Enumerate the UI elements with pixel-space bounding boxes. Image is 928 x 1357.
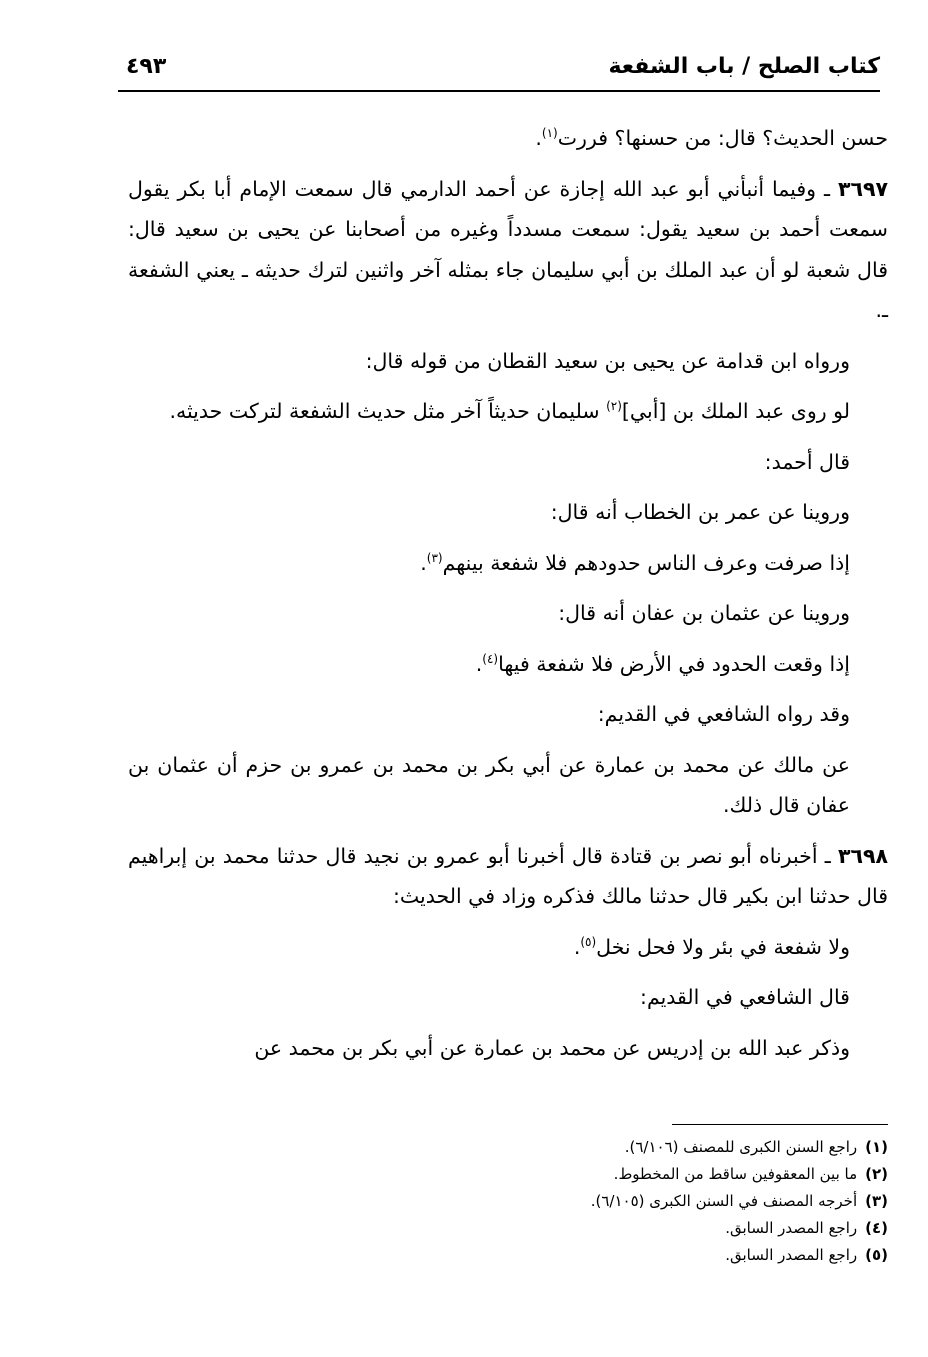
- body-text: [128, 118, 888, 1078]
- paragraph-text: عن مالك عن محمد بن عمارة عن أبي بكر بن محمد بن عمرو بن حزم أن عثمان بن عفان قال ذلك.: [128, 752, 850, 817]
- page-header: [118, 50, 880, 92]
- paragraph: [128, 745, 888, 826]
- paragraph: [128, 1028, 888, 1069]
- footnote-text: راجع السنن الكبرى للمصنف (٦/١٠٦).: [624, 1138, 858, 1156]
- hadith-paragraph: [128, 836, 888, 917]
- page-number: ٤٩٣: [126, 54, 167, 79]
- footnote-number: (١): [865, 1138, 888, 1156]
- paragraph-tail: .: [420, 550, 427, 575]
- footnote-item: [300, 1188, 888, 1215]
- paragraph-text: ـ وفيما أنبأني أبو عبد الله إجازة عن أحمد الدارمي قال سمعت الإمام أبا بكر يقول سمعت أحمد بن سعيد يقول: سمعت مسدداً وغيره من أصحابنا عن يحيى بن سعيد قال: قال شعبة لو أن عبد الملك بن أبي سليمان جاء بمثله آخر واثنين لترك حديثه ـ يعني الشفعة ـ.: [128, 176, 888, 322]
- footnote-ref: (٥): [580, 934, 597, 949]
- paragraph-text: قال أحمد:: [764, 449, 850, 474]
- footnote-item: [300, 1134, 888, 1161]
- hadith-number: ٣٦٩٧: [837, 176, 888, 201]
- paragraph: [128, 694, 888, 735]
- paragraph-text: ولا شفعة في بئر ولا فحل نخل: [596, 934, 850, 959]
- paragraph: [128, 593, 888, 634]
- hadith-number: ٣٦٩٨: [837, 843, 888, 868]
- paragraph: [128, 927, 888, 968]
- paragraph-tail: .: [475, 651, 483, 676]
- paragraph: [128, 442, 888, 483]
- paragraph-tail: .: [573, 934, 581, 959]
- footnotes: [300, 1134, 888, 1269]
- hadith-paragraph: [128, 169, 888, 331]
- footnote-ref: (١): [541, 126, 558, 141]
- footnote-text: راجع المصدر السابق.: [725, 1246, 858, 1264]
- footnote-number: (٤): [865, 1219, 888, 1237]
- footnote-text: ما بين المعقوفين ساقط من المخطوط.: [613, 1165, 858, 1183]
- footnote-number: (٥): [865, 1246, 888, 1264]
- paragraph-text: وقد رواه الشافعي في القديم:: [597, 702, 850, 726]
- paragraph: [128, 391, 888, 432]
- paragraph: [128, 644, 888, 685]
- paragraph-text: قال الشافعي في القديم:: [640, 985, 850, 1009]
- footnote-item: [300, 1215, 888, 1242]
- footnote-number: (٢): [865, 1165, 888, 1183]
- paragraph: [128, 543, 888, 584]
- footnote-text: أخرجه المصنف في السنن الكبرى (٦/١٠٥).: [590, 1192, 858, 1210]
- footnote-number: (٣): [865, 1192, 888, 1210]
- footnote-divider: [672, 1124, 888, 1125]
- paragraph-text: ـ أخبرناه أبو نصر بن قتادة قال أخبرنا أبو عمرو بن نجيد قال حدثنا محمد بن إبراهيم قال حدثنا ابن بكير قال حدثنا مالك فذكره وزاد في الحديث:: [128, 843, 888, 908]
- paragraph-tail: سليمان حديثاً آخر مثل حديث الشفعة لتركت حديثه.: [169, 399, 607, 423]
- paragraph-text: وذكر عبد الله بن إدريس عن محمد بن عمارة عن أبي بكر بن محمد عن: [254, 1035, 850, 1060]
- paragraph-text: إذا صرفت وعرف الناس حدودهم فلا شفعة بينهم: [442, 550, 850, 575]
- paragraph-text: لو روى عبد الملك بن [أبي]: [621, 399, 850, 423]
- footnote-ref: (٢): [606, 399, 622, 414]
- footnote-item: [300, 1242, 888, 1269]
- footnote-ref: (٤): [482, 651, 499, 666]
- footnote-ref: (٣): [426, 550, 443, 565]
- footnote-item: [300, 1161, 888, 1188]
- paragraph: [128, 341, 888, 382]
- paragraph: [128, 118, 888, 159]
- paragraph-text: وروينا عن عمر بن الخطاب أنه قال:: [550, 500, 850, 524]
- paragraph-text: وروينا عن عثمان بن عفان أنه قال:: [558, 601, 850, 625]
- running-title: كتاب الصلح / باب الشفعة: [608, 54, 880, 79]
- paragraph: [128, 492, 888, 533]
- footnote-text: راجع المصدر السابق.: [725, 1219, 858, 1237]
- paragraph-text: إذا وقعت الحدود في الأرض فلا شفعة فيها: [498, 651, 850, 676]
- paragraph-text: ورواه ابن قدامة عن يحيى بن سعيد القطان من قوله قال:: [365, 348, 850, 373]
- paragraph: [128, 977, 888, 1018]
- paragraph-text: حسن الحديث؟ قال: من حسنها؟ فررت: [557, 126, 888, 150]
- paragraph-tail: .: [535, 126, 542, 150]
